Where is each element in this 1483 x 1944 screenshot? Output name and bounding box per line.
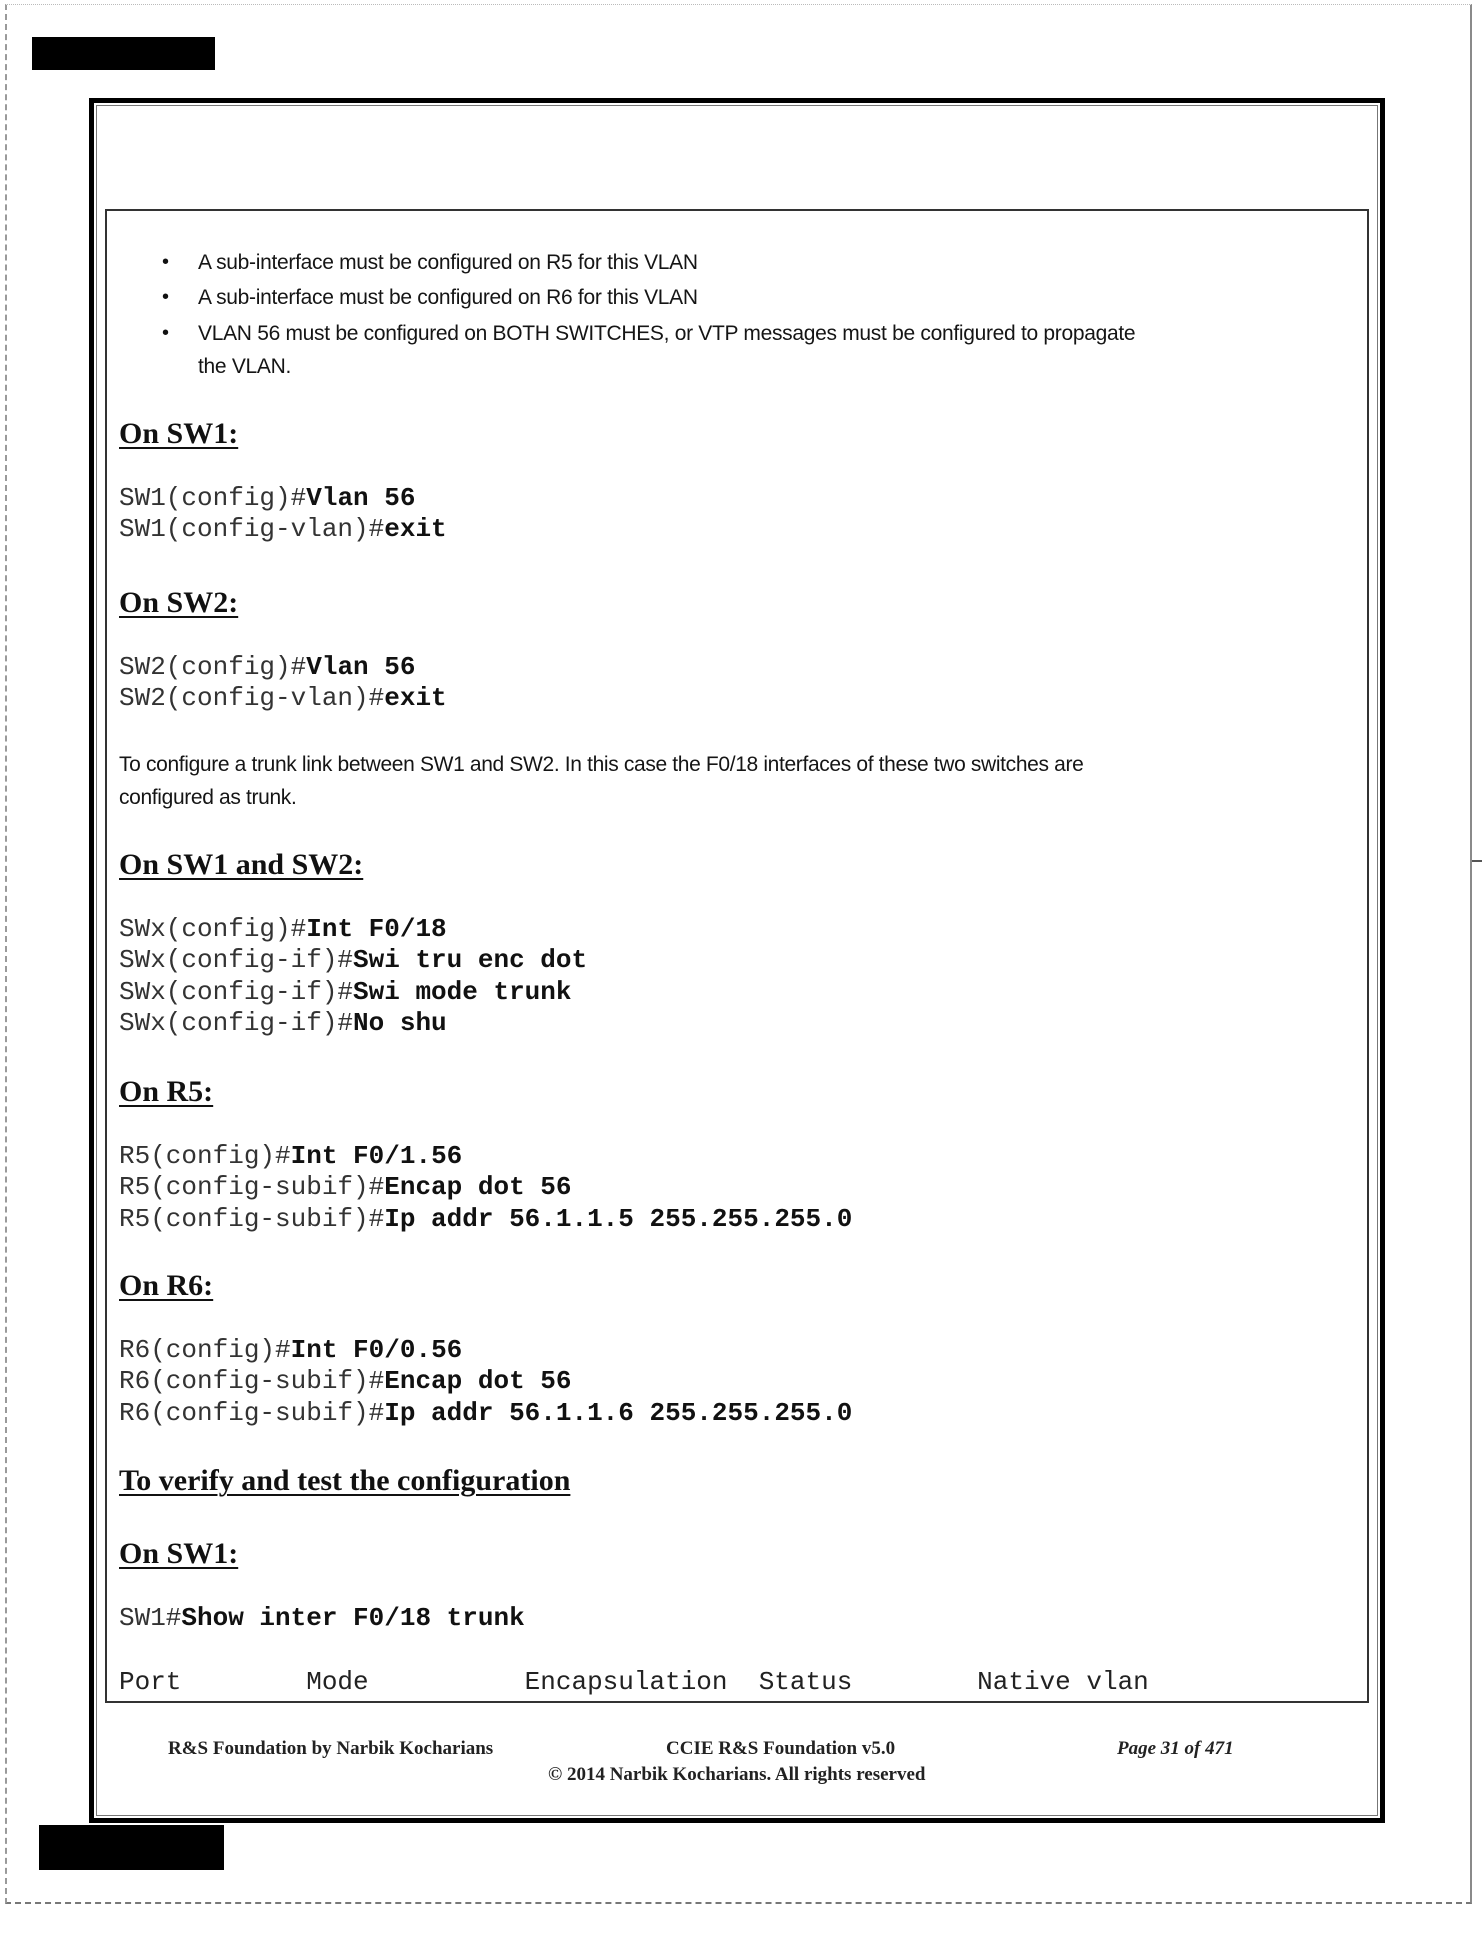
trunk-paragraph-line: To configure a trunk link between SW1 and SW2. In this case the F0/18 interfaces of these two switches are [119,753,1084,776]
code-line [119,1172,571,1202]
cli-command: exit [384,683,447,713]
code-line [119,1366,571,1396]
cli-command: Encap dot 56 [384,1366,572,1396]
code-line [119,483,415,513]
code-line [119,1141,462,1171]
bullet-icon: • [162,322,170,344]
page-edge-tick [1472,860,1482,862]
cli-prompt: SWx(config-if)# [119,977,354,1007]
cli-prompt: SW2(config-vlan)# [119,683,385,713]
code-line [119,945,587,975]
cli-command: Vlan 56 [306,652,416,682]
cli-command: Int F0/18 [306,914,447,944]
cli-command: Int F0/1.56 [290,1141,463,1171]
section-heading-sw1: On SW1: [119,417,239,450]
cli-prompt: R5(config-subif)# [119,1172,385,1202]
bullet-item: VLAN 56 must be configured on BOTH SWITCHES, or VTP messages must be configured to propagate [198,322,1136,345]
code-line [119,914,447,944]
trunk-table-header: Port Mode Encapsulation Status Native vlan [119,1667,1149,1697]
code-line [119,683,447,713]
bullet-item-continuation: the VLAN. [198,355,292,378]
footer-center: CCIE R&S Foundation v5.0 [666,1738,896,1759]
cli-prompt: SWx(config-if)# [119,1008,354,1038]
section-heading-r6: On R6: [119,1269,214,1302]
section-heading-sw2: On SW2: [119,586,239,619]
footer-copyright: © 2014 Narbik Kocharians. All rights reserved [548,1764,926,1785]
section-heading-sw1-and-sw2: On SW1 and SW2: [119,848,364,881]
redaction-bottom [39,1825,224,1870]
cli-prompt: R5(config)# [119,1141,291,1171]
cli-prompt: R6(config-subif)# [119,1366,385,1396]
cli-prompt: SWx(config-if)# [119,945,354,975]
cli-prompt: SW1# [119,1603,182,1633]
bullet-icon: • [162,251,170,273]
code-line [119,1335,462,1365]
section-heading-r5: On R5: [119,1075,214,1108]
cli-prompt: R6(config)# [119,1335,291,1365]
cli-command: Int F0/0.56 [290,1335,463,1365]
code-line [119,514,447,544]
cli-command: Ip addr 56.1.1.5 255.255.255.0 [384,1204,853,1234]
trunk-paragraph-line: configured as trunk. [119,786,297,809]
code-line [119,977,571,1007]
bullet-item: A sub-interface must be configured on R6 for this VLAN [198,286,698,309]
cli-command: Swi mode trunk [353,977,572,1007]
code-line [119,1008,447,1038]
redaction-top [32,37,215,70]
footer-left: R&S Foundation by Narbik Kocharians [168,1738,494,1759]
cli-command: exit [384,514,447,544]
content-box [105,209,1369,1703]
code-line [119,1603,525,1633]
code-line [119,652,415,682]
cli-prompt: SW1(config)# [119,483,307,513]
cli-command: Show inter F0/18 trunk [181,1603,525,1633]
cli-prompt: SW1(config-vlan)# [119,514,385,544]
cli-prompt: SW2(config)# [119,652,307,682]
code-line [119,1204,852,1234]
code-line [119,1398,852,1428]
footer-page-number: Page 31 of 471 [1117,1738,1234,1759]
cli-command: Vlan 56 [306,483,416,513]
bullet-item: A sub-interface must be configured on R5 for this VLAN [198,251,698,274]
bullet-icon: • [162,286,170,308]
cli-prompt: R6(config-subif)# [119,1398,385,1428]
cli-command: Encap dot 56 [384,1172,572,1202]
cli-prompt: R5(config-subif)# [119,1204,385,1234]
cli-prompt: SWx(config)# [119,914,307,944]
cli-command: No shu [353,1008,447,1038]
cli-command: Swi tru enc dot [353,945,588,975]
section-heading-verify: To verify and test the configuration [119,1464,571,1497]
cli-command: Ip addr 56.1.1.6 255.255.255.0 [384,1398,853,1428]
section-heading-verify-sw1: On SW1: [119,1537,239,1570]
